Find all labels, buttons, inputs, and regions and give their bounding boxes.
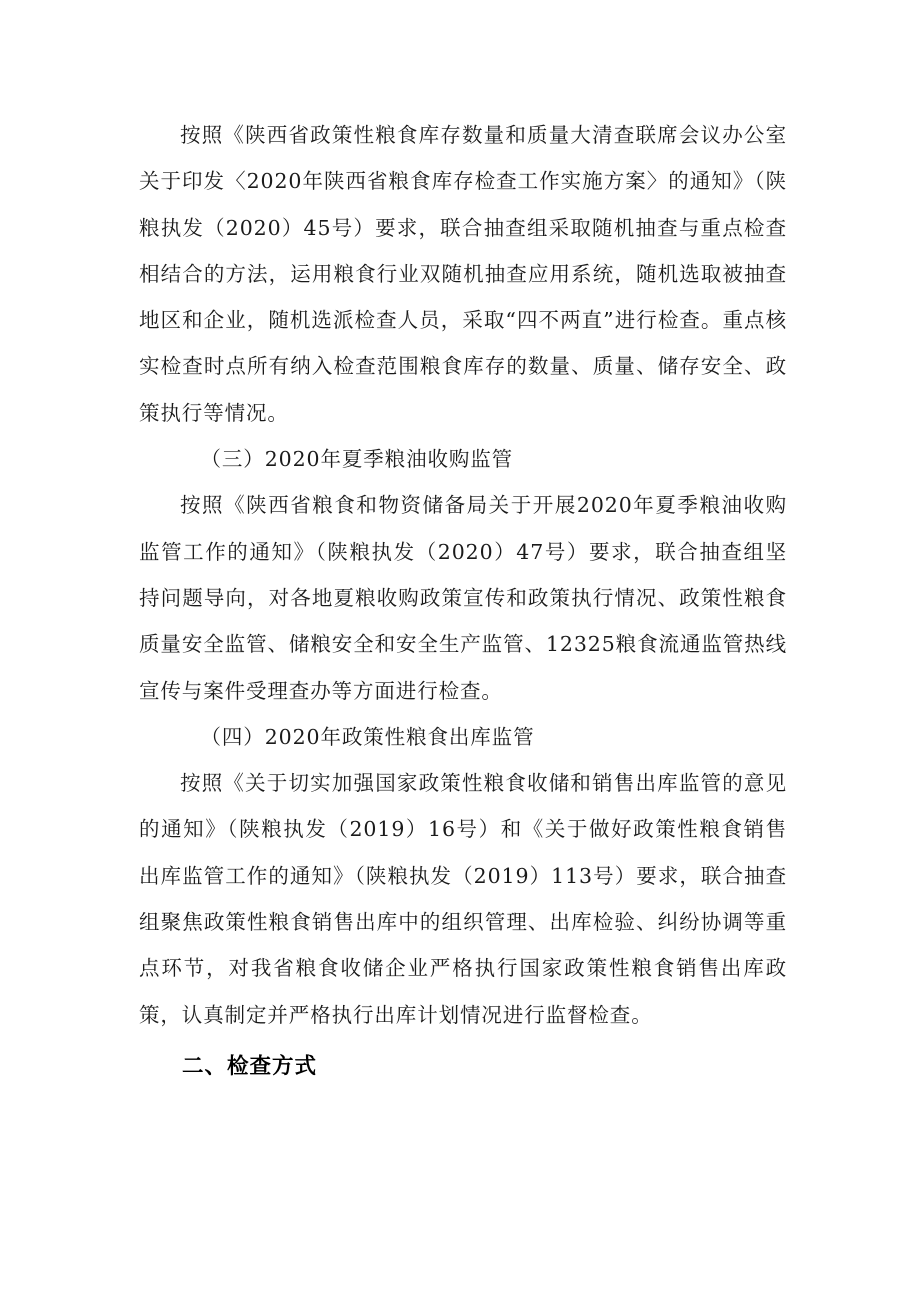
section-heading-inspection-method: 二、检查方式 [182,1053,318,1079]
paragraph-summer-purchase: 按照《陕西省粮食和物资储备局关于开展2020年夏季粮油收购监管工作的通知》（陕粮执发（2020）47号）要求，联合抽查组坚持问题导向，对各地夏粮收购政策宣传和政策执行情况、政策性粮食质量安全监管、储粮安全和安全生产监管、12325粮食流通监管热线宣传与案件受理查办等方面进行检查。 [139,493,787,703]
paragraph-grain-outbound: 按照《关于切实加强国家政策性粮食收储和销售出库监管的意见的通知》（陕粮执发（2019）16号）和《关于做好政策性粮食销售出库监管工作的通知》（陕粮执发（2019）113号）要求，联合抽查组聚焦政策性粮食销售出库中的组织管理、出库检验、纠纷协调等重点环节，对我省粮食收储企业严格执行国家政策性粮食销售出库政策，认真制定并严格执行出库计划情况进行监督检查。 [139,771,787,1027]
subheading-grain-outbound: （四）2020年政策性粮食出库监管 [200,724,535,749]
paragraph-grain-inventory-check: 按照《陕西省政策性粮食库存数量和质量大清查联席会议办公室关于印发〈2020年陕西省粮食库存检查工作实施方案〉的通知》（陕粮执发（2020）45号）要求，联合抽查组采取随机抽查与重点检查相结合的方法，运用粮食行业双随机抽查应用系统，随机选取被抽查地区和企业，随机选派检查人员，采取“四不两直”进行检查。重点核实检查时点所有纳入检查范围粮食库存的数量、质量、储存安全、政策执行等情况。 [139,123,787,425]
subheading-summer-purchase: （三）2020年夏季粮油收购监管 [200,447,514,472]
document-page [139,112,787,1090]
